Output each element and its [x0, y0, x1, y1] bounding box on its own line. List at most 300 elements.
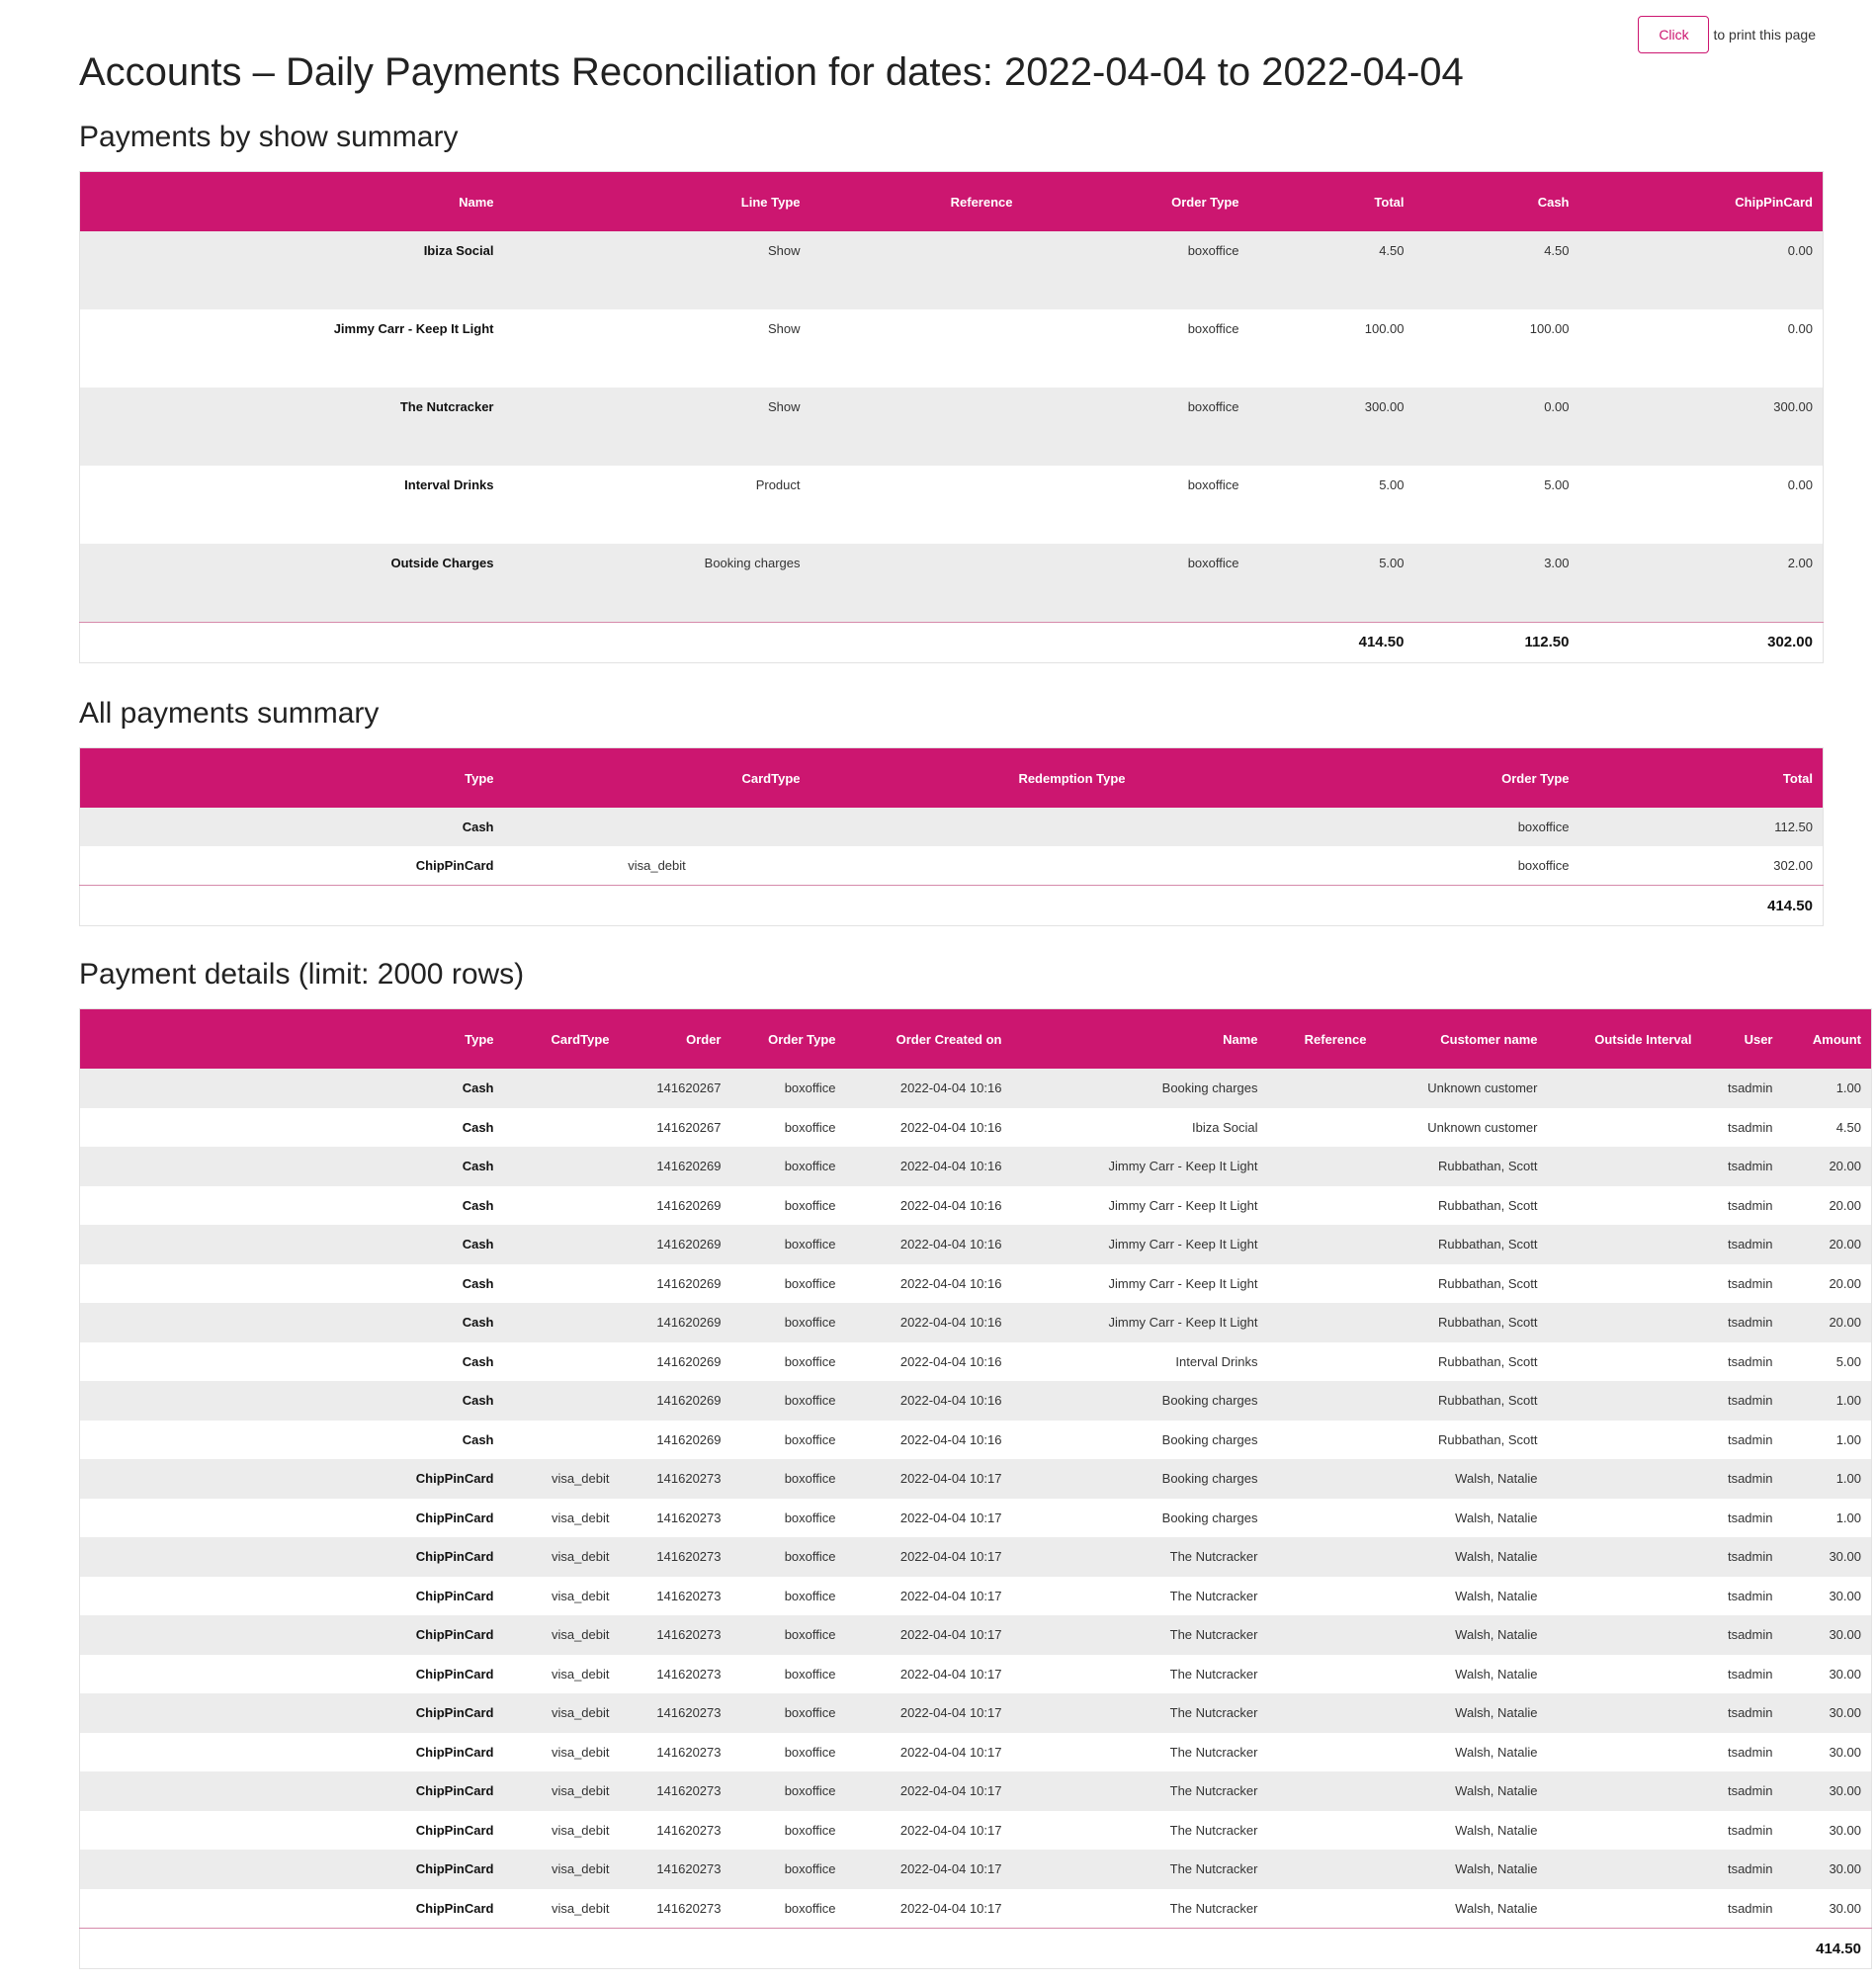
table-row: [80, 1693, 1872, 1733]
cell-outside-interval: [1548, 1811, 1702, 1851]
cell-type: ChipPinCard: [80, 1459, 504, 1499]
cell-order-created-on: 2022-04-04 10:16: [846, 1342, 1012, 1382]
grand-total: 414.50: [1783, 1929, 1872, 1969]
table-row: [80, 1615, 1872, 1655]
cell-order-type: boxoffice: [731, 1421, 846, 1460]
cell-customer-name: Unknown customer: [1377, 1108, 1548, 1148]
cell-outside-interval: [1548, 1655, 1702, 1694]
cell-amount: 30.00: [1783, 1889, 1872, 1929]
cash-total: 112.50: [1414, 622, 1579, 662]
cell-outside-interval: [1548, 1499, 1702, 1538]
cell-user: tsadmin: [1702, 1147, 1783, 1186]
payment-details-table: [79, 1008, 1872, 1969]
cell-name: Booking charges: [1012, 1421, 1268, 1460]
table-row: [80, 846, 1824, 886]
cell-chippincard: 0.00: [1579, 466, 1824, 544]
cell-outside-interval: [1548, 1186, 1702, 1226]
cell-outside-interval: [1548, 1577, 1702, 1616]
col-header-chippincard[interactable]: ChipPinCard: [1579, 172, 1824, 232]
cell-order-created-on: 2022-04-04 10:17: [846, 1459, 1012, 1499]
cell-line-type: Show: [504, 309, 810, 388]
cell-outside-interval: [1548, 1771, 1702, 1811]
col-header-line-type[interactable]: Line Type: [504, 172, 810, 232]
cell-order-created-on: 2022-04-04 10:17: [846, 1733, 1012, 1772]
col-header-reference[interactable]: Reference: [1268, 1009, 1377, 1070]
cell-order-type: boxoffice: [731, 1108, 846, 1148]
cell-outside-interval: [1548, 1303, 1702, 1342]
cell-order-type: boxoffice: [1023, 388, 1249, 466]
cell-order-created-on: 2022-04-04 10:17: [846, 1615, 1012, 1655]
cell-cardtype: visa_debit: [504, 1499, 620, 1538]
cell-order-created-on: 2022-04-04 10:17: [846, 1889, 1012, 1929]
cell-type: Cash: [80, 1264, 504, 1304]
cell-cardtype: visa_debit: [504, 1577, 620, 1616]
cell-user: tsadmin: [1702, 1850, 1783, 1889]
cell-user: tsadmin: [1702, 1577, 1783, 1616]
table-row: [80, 1381, 1872, 1421]
cell-order-type: boxoffice: [731, 1459, 846, 1499]
cell-order-created-on: 2022-04-04 10:17: [846, 1499, 1012, 1538]
cell-cardtype: [504, 1186, 620, 1226]
cell-cardtype: visa_debit: [504, 846, 810, 886]
print-button[interactable]: Click: [1638, 16, 1709, 53]
table-row: [80, 544, 1824, 622]
cell-amount: 30.00: [1783, 1811, 1872, 1851]
cell-cardtype: visa_debit: [504, 1693, 620, 1733]
cell-customer-name: Walsh, Natalie: [1377, 1733, 1548, 1772]
cell-reference: [1268, 1693, 1377, 1733]
cell-reference: [1268, 1342, 1377, 1382]
cell-type: Cash: [80, 1342, 504, 1382]
col-header-reference[interactable]: Reference: [810, 172, 1023, 232]
cell-customer-name: Walsh, Natalie: [1377, 1811, 1548, 1851]
table-header-row: [80, 1009, 1872, 1070]
cell-reference: [1268, 1811, 1377, 1851]
col-header-order-type[interactable]: Order Type: [731, 1009, 846, 1070]
cell-reference: [1268, 1264, 1377, 1304]
cell-order-created-on: 2022-04-04 10:16: [846, 1381, 1012, 1421]
cell-reference: [1268, 1459, 1377, 1499]
cell-customer-name: Rubbathan, Scott: [1377, 1342, 1548, 1382]
cell-reference: [1268, 1889, 1377, 1929]
cell-total: 5.00: [1249, 466, 1414, 544]
cell-user: tsadmin: [1702, 1186, 1783, 1226]
cell-type: ChipPinCard: [80, 1577, 504, 1616]
cell-cardtype: visa_debit: [504, 1459, 620, 1499]
cell-customer-name: Walsh, Natalie: [1377, 1499, 1548, 1538]
table-row: [80, 388, 1824, 466]
cell-reference: [810, 231, 1023, 309]
cell-name: Booking charges: [1012, 1459, 1268, 1499]
cell-order-created-on: 2022-04-04 10:16: [846, 1186, 1012, 1226]
col-header-name[interactable]: Name: [1012, 1009, 1268, 1070]
cell-outside-interval: [1548, 1147, 1702, 1186]
cell-customer-name: Rubbathan, Scott: [1377, 1225, 1548, 1264]
cell-user: tsadmin: [1702, 1733, 1783, 1772]
cell-reference: [1268, 1771, 1377, 1811]
cell-amount: 20.00: [1783, 1186, 1872, 1226]
table-header-row: [80, 748, 1824, 809]
cell-reference: [1268, 1537, 1377, 1577]
cell-name: Ibiza Social: [80, 231, 504, 309]
cell-cash: 3.00: [1414, 544, 1579, 622]
cell-amount: 30.00: [1783, 1771, 1872, 1811]
cell-amount: 20.00: [1783, 1264, 1872, 1304]
cell-line-type: Product: [504, 466, 810, 544]
cell-order-type: boxoffice: [731, 1147, 846, 1186]
cell-outside-interval: [1548, 1421, 1702, 1460]
cell-reference: [1268, 1225, 1377, 1264]
table-row: [80, 1537, 1872, 1577]
cell-order-created-on: 2022-04-04 10:17: [846, 1655, 1012, 1694]
cell-outside-interval: [1548, 1459, 1702, 1499]
cell-user: tsadmin: [1702, 1459, 1783, 1499]
cell-outside-interval: [1548, 1733, 1702, 1772]
cell-name: The Nutcracker: [1012, 1733, 1268, 1772]
col-header-cash[interactable]: Cash: [1414, 172, 1579, 232]
cell-reference: [1268, 1069, 1377, 1108]
payment-details-heading: Payment details (limit: 2000 rows): [79, 958, 525, 991]
col-header-total[interactable]: Total: [1579, 748, 1824, 809]
cell-order-type: boxoffice: [1023, 466, 1249, 544]
cell-user: tsadmin: [1702, 1225, 1783, 1264]
cell-order-type: boxoffice: [731, 1499, 846, 1538]
cell-customer-name: Walsh, Natalie: [1377, 1577, 1548, 1616]
cell-amount: 20.00: [1783, 1147, 1872, 1186]
cell-customer-name: Rubbathan, Scott: [1377, 1147, 1548, 1186]
cell-order-created-on: 2022-04-04 10:17: [846, 1850, 1012, 1889]
table-row: [80, 808, 1824, 846]
cell-order: 141620273: [620, 1693, 731, 1733]
table-row: [80, 466, 1824, 544]
cell-amount: 30.00: [1783, 1655, 1872, 1694]
cell-user: tsadmin: [1702, 1108, 1783, 1148]
cell-cash: 0.00: [1414, 388, 1579, 466]
cell-type: ChipPinCard: [80, 1733, 504, 1772]
cell-type: Cash: [80, 808, 504, 846]
cell-order-created-on: 2022-04-04 10:17: [846, 1693, 1012, 1733]
cell-user: tsadmin: [1702, 1537, 1783, 1577]
cell-order-created-on: 2022-04-04 10:16: [846, 1421, 1012, 1460]
cell-chippincard: 0.00: [1579, 309, 1824, 388]
cell-redemption-type: [810, 846, 1334, 886]
col-header-order-type[interactable]: Order Type: [1023, 172, 1249, 232]
cell-order: 141620273: [620, 1733, 731, 1772]
col-header-customer-name[interactable]: Customer name: [1377, 1009, 1548, 1070]
cell-reference: [810, 309, 1023, 388]
cell-order: 141620269: [620, 1342, 731, 1382]
cell-name: The Nutcracker: [1012, 1615, 1268, 1655]
cell-user: tsadmin: [1702, 1615, 1783, 1655]
cell-amount: 20.00: [1783, 1225, 1872, 1264]
cell-reference: [1268, 1615, 1377, 1655]
cell-order-type: boxoffice: [1023, 544, 1249, 622]
table-row: [80, 1811, 1872, 1851]
cell-order: 141620269: [620, 1264, 731, 1304]
cell-amount: 30.00: [1783, 1537, 1872, 1577]
cell-name: Jimmy Carr - Keep It Light: [1012, 1186, 1268, 1226]
cell-amount: 30.00: [1783, 1693, 1872, 1733]
cell-order: 141620269: [620, 1225, 731, 1264]
cell-order-created-on: 2022-04-04 10:16: [846, 1225, 1012, 1264]
cell-amount: 1.00: [1783, 1381, 1872, 1421]
cell-order-type: boxoffice: [731, 1537, 846, 1577]
cell-customer-name: Rubbathan, Scott: [1377, 1421, 1548, 1460]
cell-customer-name: Walsh, Natalie: [1377, 1889, 1548, 1929]
cell-type: Cash: [80, 1381, 504, 1421]
cell-name: Interval Drinks: [1012, 1342, 1268, 1382]
cell-order: 141620269: [620, 1147, 731, 1186]
cell-line-type: Show: [504, 388, 810, 466]
cell-reference: [1268, 1421, 1377, 1460]
all-payments-table: [79, 747, 1824, 926]
cell-order-created-on: 2022-04-04 10:16: [846, 1264, 1012, 1304]
table-row: [80, 1225, 1872, 1264]
col-header-cardtype[interactable]: CardType: [504, 1009, 620, 1070]
cell-order-type: boxoffice: [731, 1264, 846, 1304]
cell-total: 300.00: [1249, 388, 1414, 466]
cell-customer-name: Unknown customer: [1377, 1069, 1548, 1108]
cell-order-created-on: 2022-04-04 10:16: [846, 1108, 1012, 1148]
table-row: [80, 1342, 1872, 1382]
cell-user: tsadmin: [1702, 1381, 1783, 1421]
cell-order-created-on: 2022-04-04 10:17: [846, 1537, 1012, 1577]
show-summary-table: [79, 171, 1824, 663]
col-header-order-created-on[interactable]: Order Created on: [846, 1009, 1012, 1070]
cell-reference: [810, 544, 1023, 622]
cell-cardtype: visa_debit: [504, 1537, 620, 1577]
cell-reference: [1268, 1381, 1377, 1421]
cell-amount: 1.00: [1783, 1499, 1872, 1538]
grand-total: 414.50: [1249, 622, 1414, 662]
cell-order: 141620273: [620, 1655, 731, 1694]
cell-order: 141620269: [620, 1381, 731, 1421]
cell-cardtype: [504, 1225, 620, 1264]
cell-customer-name: Walsh, Natalie: [1377, 1693, 1548, 1733]
table-row: [80, 1264, 1872, 1304]
cell-order-type: boxoffice: [731, 1615, 846, 1655]
cell-order-type: boxoffice: [731, 1655, 846, 1694]
cell-cash: 100.00: [1414, 309, 1579, 388]
cell-cash: 5.00: [1414, 466, 1579, 544]
cell-outside-interval: [1548, 1693, 1702, 1733]
print-bar: [1638, 16, 1816, 53]
cell-name: The Nutcracker: [1012, 1850, 1268, 1889]
cell-cardtype: [504, 1264, 620, 1304]
col-header-outside-interval[interactable]: Outside Interval: [1548, 1009, 1702, 1070]
cell-amount: 20.00: [1783, 1303, 1872, 1342]
cell-order-type: boxoffice: [731, 1693, 846, 1733]
cell-type: ChipPinCard: [80, 1771, 504, 1811]
col-header-redemption-type[interactable]: Redemption Type: [810, 748, 1334, 809]
cell-user: tsadmin: [1702, 1264, 1783, 1304]
cell-user: tsadmin: [1702, 1655, 1783, 1694]
cell-cardtype: [504, 1342, 620, 1382]
table-row: [80, 1069, 1872, 1108]
table-row: [80, 1459, 1872, 1499]
cell-order: 141620273: [620, 1499, 731, 1538]
cell-user: tsadmin: [1702, 1889, 1783, 1929]
print-hint-text: to print this page: [1713, 27, 1816, 43]
totals-row: [80, 886, 1824, 926]
cell-order-type: boxoffice: [731, 1771, 846, 1811]
cell-outside-interval: [1548, 1537, 1702, 1577]
cell-reference: [1268, 1186, 1377, 1226]
cell-user: tsadmin: [1702, 1069, 1783, 1108]
cell-order-type: boxoffice: [731, 1303, 846, 1342]
cell-amount: 1.00: [1783, 1459, 1872, 1499]
cell-type: ChipPinCard: [80, 1537, 504, 1577]
table-row: [80, 1108, 1872, 1148]
cell-customer-name: Walsh, Natalie: [1377, 1655, 1548, 1694]
col-header-user[interactable]: User: [1702, 1009, 1783, 1070]
table-row: [80, 1771, 1872, 1811]
cell-name: Ibiza Social: [1012, 1108, 1268, 1148]
cell-order-type: boxoffice: [731, 1342, 846, 1382]
cell-type: Cash: [80, 1303, 504, 1342]
cell-type: ChipPinCard: [80, 1850, 504, 1889]
cell-name: Jimmy Carr - Keep It Light: [1012, 1264, 1268, 1304]
cell-reference: [1268, 1108, 1377, 1148]
col-header-amount[interactable]: Amount: [1783, 1009, 1872, 1070]
cell-outside-interval: [1548, 1615, 1702, 1655]
cell-type: ChipPinCard: [80, 1811, 504, 1851]
cell-cardtype: [504, 808, 810, 846]
all-payments-heading: All payments summary: [79, 697, 380, 730]
cell-cardtype: [504, 1147, 620, 1186]
cell-cardtype: [504, 1069, 620, 1108]
cell-outside-interval: [1548, 1342, 1702, 1382]
col-header-total[interactable]: Total: [1249, 172, 1414, 232]
cell-total: 100.00: [1249, 309, 1414, 388]
table-row: [80, 1147, 1872, 1186]
cell-cash: 4.50: [1414, 231, 1579, 309]
cell-order: 141620273: [620, 1537, 731, 1577]
cell-redemption-type: [810, 808, 1334, 846]
table-row: [80, 309, 1824, 388]
cell-name: Jimmy Carr - Keep It Light: [1012, 1225, 1268, 1264]
cell-name: The Nutcracker: [1012, 1693, 1268, 1733]
cell-outside-interval: [1548, 1889, 1702, 1929]
cell-cardtype: visa_debit: [504, 1771, 620, 1811]
cell-name: The Nutcracker: [1012, 1889, 1268, 1929]
cell-reference: [810, 466, 1023, 544]
cell-name: Jimmy Carr - Keep It Light: [1012, 1147, 1268, 1186]
cell-order: 141620267: [620, 1108, 731, 1148]
table-row: [80, 231, 1824, 309]
cell-order-type: boxoffice: [1023, 309, 1249, 388]
cell-type: ChipPinCard: [80, 1499, 504, 1538]
cell-reference: [1268, 1655, 1377, 1694]
table-row: [80, 1577, 1872, 1616]
cell-customer-name: Walsh, Natalie: [1377, 1771, 1548, 1811]
cell-order-type: boxoffice: [731, 1850, 846, 1889]
cell-reference: [1268, 1499, 1377, 1538]
cell-name: The Nutcracker: [1012, 1577, 1268, 1616]
cell-cardtype: [504, 1108, 620, 1148]
cell-cardtype: visa_debit: [504, 1615, 620, 1655]
cell-order: 141620273: [620, 1615, 731, 1655]
cell-cardtype: visa_debit: [504, 1655, 620, 1694]
cell-amount: 5.00: [1783, 1342, 1872, 1382]
show-summary-heading: Payments by show summary: [79, 121, 459, 153]
cell-amount: 30.00: [1783, 1577, 1872, 1616]
cell-total: 4.50: [1249, 231, 1414, 309]
cell-outside-interval: [1548, 1264, 1702, 1304]
cell-customer-name: Rubbathan, Scott: [1377, 1186, 1548, 1226]
cell-reference: [1268, 1303, 1377, 1342]
cell-name: The Nutcracker: [1012, 1771, 1268, 1811]
totals-row: [80, 622, 1824, 662]
col-header-cardtype[interactable]: CardType: [504, 748, 810, 809]
cell-chippincard: 300.00: [1579, 388, 1824, 466]
cell-outside-interval: [1548, 1381, 1702, 1421]
cell-chippincard: 0.00: [1579, 231, 1824, 309]
cell-reference: [1268, 1147, 1377, 1186]
cell-amount: 1.00: [1783, 1421, 1872, 1460]
cell-user: tsadmin: [1702, 1811, 1783, 1851]
cell-customer-name: Walsh, Natalie: [1377, 1850, 1548, 1889]
cell-type: ChipPinCard: [80, 1655, 504, 1694]
col-header-type[interactable]: Type: [80, 1009, 504, 1070]
cell-name: The Nutcracker: [1012, 1537, 1268, 1577]
cell-name: Outside Charges: [80, 544, 504, 622]
cell-user: tsadmin: [1702, 1342, 1783, 1382]
cell-reference: [810, 388, 1023, 466]
cell-amount: 30.00: [1783, 1733, 1872, 1772]
cell-type: Cash: [80, 1108, 504, 1148]
chippincard-total: 302.00: [1579, 622, 1824, 662]
col-header-name[interactable]: Name: [80, 172, 504, 232]
table-row: [80, 1733, 1872, 1772]
cell-reference: [1268, 1577, 1377, 1616]
col-header-order-type[interactable]: Order Type: [1334, 748, 1579, 809]
cell-order-type: boxoffice: [731, 1381, 846, 1421]
table-row: [80, 1303, 1872, 1342]
cell-name: Booking charges: [1012, 1069, 1268, 1108]
cell-type: Cash: [80, 1225, 504, 1264]
cell-order-type: boxoffice: [1334, 808, 1579, 846]
cell-name: Jimmy Carr - Keep It Light: [80, 309, 504, 388]
col-header-order[interactable]: Order: [620, 1009, 731, 1070]
cell-total: 302.00: [1579, 846, 1824, 886]
table-row: [80, 1655, 1872, 1694]
cell-user: tsadmin: [1702, 1499, 1783, 1538]
cell-type: Cash: [80, 1186, 504, 1226]
cell-order: 141620273: [620, 1459, 731, 1499]
cell-order: 141620269: [620, 1186, 731, 1226]
cell-order: 141620273: [620, 1577, 731, 1616]
cell-user: tsadmin: [1702, 1421, 1783, 1460]
cell-outside-interval: [1548, 1850, 1702, 1889]
cell-type: ChipPinCard: [80, 1615, 504, 1655]
cell-cardtype: visa_debit: [504, 1733, 620, 1772]
col-header-type[interactable]: Type: [80, 748, 504, 809]
cell-cardtype: visa_debit: [504, 1850, 620, 1889]
cell-order-type: boxoffice: [1023, 231, 1249, 309]
cell-order: 141620269: [620, 1303, 731, 1342]
cell-user: tsadmin: [1702, 1771, 1783, 1811]
cell-line-type: Show: [504, 231, 810, 309]
totals-row: [80, 1929, 1872, 1969]
cell-user: tsadmin: [1702, 1693, 1783, 1733]
cell-cardtype: visa_debit: [504, 1889, 620, 1929]
cell-order: 141620267: [620, 1069, 731, 1108]
cell-amount: 4.50: [1783, 1108, 1872, 1148]
cell-name: The Nutcracker: [1012, 1811, 1268, 1851]
cell-reference: [1268, 1850, 1377, 1889]
cell-amount: 30.00: [1783, 1615, 1872, 1655]
